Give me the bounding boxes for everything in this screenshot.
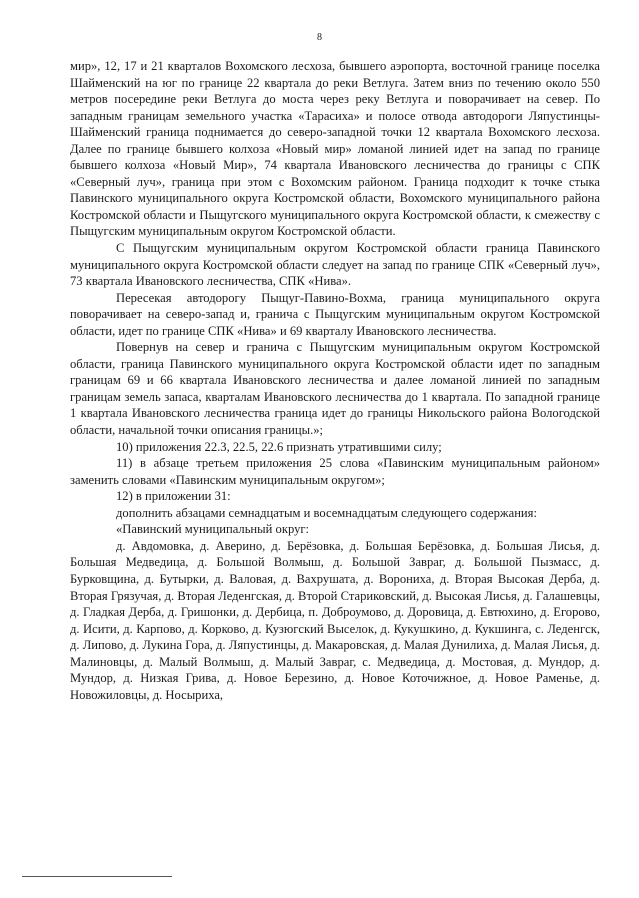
paragraph-5: 10) приложения 22.3, 22.5, 22.6 признать утратившими силу;	[116, 439, 442, 454]
paragraph-6: 11) в абзаце третьем приложения 25 слова «Павинским муниципальным районом» заменить словами «Павинским муниципальным округом»;	[70, 456, 600, 487]
paragraph-1: мир», 12, 17 и 21 кварталов Вохомского лесхоза, бывшего аэропорта, восточной границе поселка Шайменский на юг по границе 22 квартала до реки Ветлуга. Затем вниз по течению около 550 метров посередине реки Ветлуга до моста через реку Ветлуга и поворачивает на север. По западным границам земельного участка «Тарасиха» и полосе отвода автодороги Ляпустинцы-Шайменский граница поднимается до северо-западной точки 12 квартала Вохомского лесхоза. Далее по границе бывшего колхоза «Новый мир» ломаной линией идет на запад по границе бывшего колхоза «Новый Мир», 74 квартала Ивановского лесничества до границы с СПК «Северный луч», граница при этом с Вохомским районом. Граница подходит к точке стыка Павинского муниципального округа Костромской области, Вохомского муниципального района Костромской области и Пыщугского муниципального округа Костромской области, к смежеству с Пыщугским муниципальным округом Костромской области.	[70, 59, 600, 239]
paragraph-3: Пересекая автодорогу Пыщуг-Павино-Вохма, граница муниципального округа поворачивает на северо-запад и, гранича с Пыщугским муниципальным округом Костромской области, идет по границе СПК «Нива» и 69 кварталу Ивановского лесничества.	[70, 290, 600, 338]
document-body	[70, 58, 600, 703]
page-number: 8	[317, 32, 322, 43]
paragraph-9: «Павинский муниципальный округ:	[116, 522, 310, 537]
paragraph-7: 12) в приложении 31:	[116, 489, 231, 504]
paragraph-4: Повернув на север и гранича с Пыщугским муниципальным округом Костромской области, граница Павинского муниципального округа Костромской области идет по западным границам 69 и 66 квартала Ивановского лесничества и далее ломаной линией по западным границам земель запаса, кварталам Ивановского лесничества до 1 квартала. По западной границе 1 квартала Ивановского лесничества граница идет до границы Никольского района Вологодской области, начальной точки описания границы.»;	[70, 340, 600, 438]
paragraph-8: дополнить абзацами семнадцатым и восемнадцатым следующего содержания:	[116, 505, 537, 520]
paragraph-2: С Пыщугским муниципальным округом Костромской области граница Павинского муниципального округа Костромской области следует на запад по границе СПК «Северный луч», 73 квартала Ивановского лесничества, СПК «Нива».	[70, 241, 600, 289]
paragraph-10: д. Авдомовка, д. Аверино, д. Берёзовка, д. Большая Берёзовка, д. Большая Лисья, д. Большая Медведица, д. Большой Волмыш, д. Большой Завраг, д. Большой Пызмасс, д. Бурковщина, д. Бутырки, д. Валовая, д. Вахрушата, д. Ворониха, д. Вторая Высокая Дерба, д. Вторая Грязучая, д. Вторая Леденгская, д. Второй Стариковский, д. Высокая Лисья, д. Галашевцы, д. Гладкая Дерба, д. Гришонки, д. Дербица, п. Доброумово, д. Доровица, д. Евтюхино, д. Егорово, д. Исити, д. Карпово, д. Корково, д. Кузюгский Выселок, д. Кукушкино, д. Кукшинга, с. Леденгск, д. Липово, д. Лукина Гора, д. Ляпустинцы, д. Макаровская, д. Малая Дунилиха, д. Малая Лисья, д. Малиновцы, д. Малый Волмыш, д. Малый Завраг, с. Медведица, д. Мостовая, д. Мундор, д. Мундор, д. Низкая Грива, д. Новое Березино, д. Новое Коточижное, д. Новое Раменье, д. Новожиловцы, д. Носыриха,	[70, 538, 600, 702]
footer-divider	[22, 876, 172, 877]
